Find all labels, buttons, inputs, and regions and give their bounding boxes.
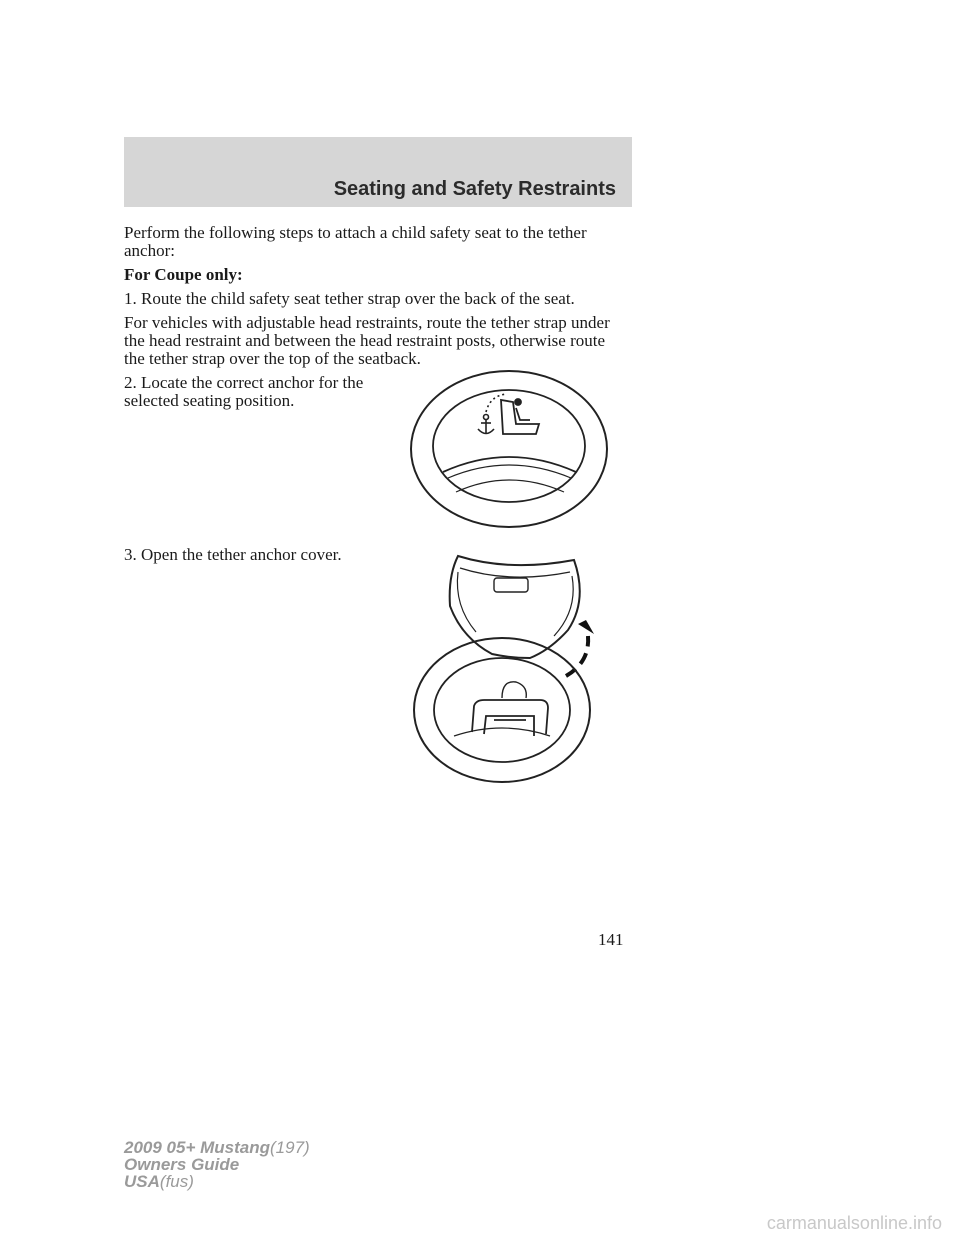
intro-line-1: Perform the following steps to attach a child safety seat to the tether: [124, 223, 587, 242]
step-2-line-2: selected seating position.: [124, 391, 295, 410]
adjustable-line-3: the tether strap over the top of the seatback.: [124, 349, 421, 368]
watermark: carmanualsonline.info: [766, 1213, 942, 1233]
closed-anchor-cover-illustration: [406, 366, 612, 532]
adjustable-line-1: For vehicles with adjustable head restraints, route the tether strap under: [124, 313, 610, 332]
open-anchor-cover-illustration: [410, 550, 600, 786]
footer-model: 2009 05+ Mustang: [124, 1138, 270, 1157]
step-3: 3. Open the tether anchor cover.: [124, 545, 342, 564]
footer-guide: Owners Guide: [124, 1155, 240, 1174]
anchor-bar: [472, 700, 548, 736]
document-footer: [124, 1139, 310, 1190]
section-header: [124, 137, 632, 207]
adjustable-line-2: the head restraint and between the head restraint posts, otherwise route: [124, 331, 606, 350]
page-number: 141: [598, 930, 624, 949]
footer-market-code: (fus): [159, 1172, 194, 1191]
footer-model-code: (197): [270, 1138, 310, 1157]
footer-market: USA: [124, 1172, 160, 1191]
section-title: Seating and Safety Restraints: [333, 178, 616, 200]
step-1: 1. Route the child safety seat tether strap over the back of the seat.: [124, 289, 575, 308]
coupe-heading: For Coupe only:: [124, 265, 243, 284]
child-seat-icon: [501, 399, 539, 434]
intro-line-2: anchor:: [124, 241, 175, 260]
step-2-line-1: 2. Locate the correct anchor for the: [124, 373, 364, 392]
